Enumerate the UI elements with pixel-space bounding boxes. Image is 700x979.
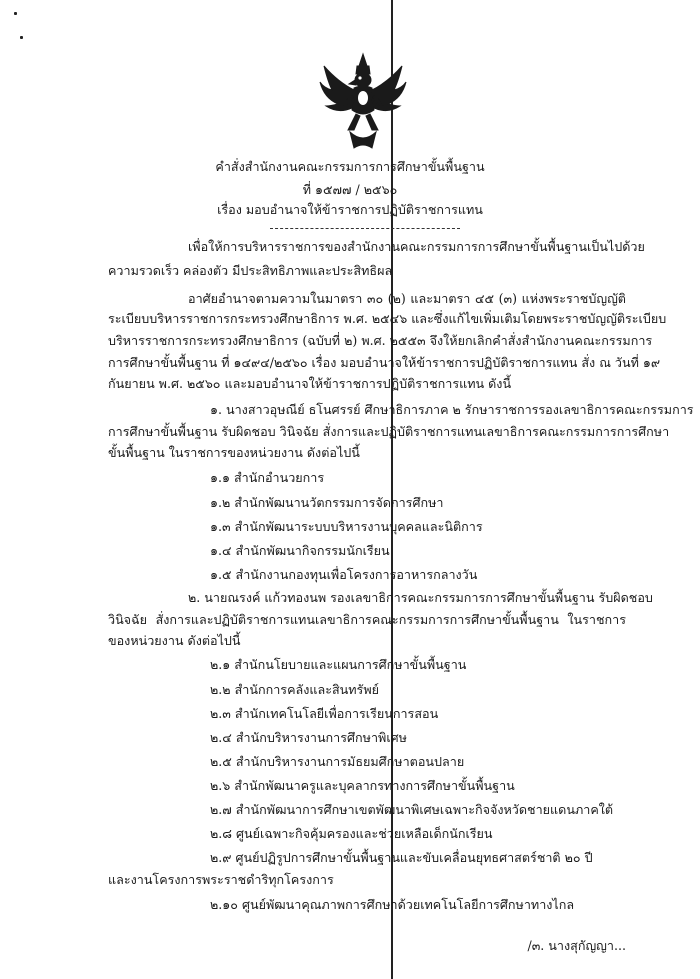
authority-line-3: บริหารราชการกระทรวงศึกษาธิการ (ฉบับที่ ๒) พ.ศ. ๒๕๕๓ จึงให้ยกเลิกคำสั่งสำนักงานคณะกรรมการ	[108, 333, 653, 348]
section-1-line-3: ขั้นพื้นฐาน ในราชการของหน่วยงาน ดังต่อไปนี้	[108, 445, 360, 460]
page-continuation: /๓. นางสุกัญญา...	[527, 938, 626, 953]
section-2-item: ๒.๗ สำนักพัฒนาการศึกษาเขตพัฒนาพิเศษเฉพาะกิจจังหวัดชายแดนภาคใต้	[210, 802, 614, 817]
section-2-item: ๒.๑ สำนักนโยบายและแผนการศึกษาขั้นพื้นฐาน	[210, 657, 467, 672]
section-2-item: ๒.๓ สำนักเทคโนโลยีเพื่อการเรียนการสอน	[210, 706, 439, 721]
section-2-item: ๒.๕ สำนักบริหารงานการมัธยมศึกษาตอนปลาย	[210, 754, 465, 769]
section-2-item-9-continued: และงานโครงการพระราชดำริทุกโครงการ	[108, 872, 334, 887]
section-2-line-3: ของหน่วยงาน ดังต่อไปนี้	[108, 633, 241, 648]
authority-line-5: กันยายน พ.ศ. ๒๕๖๐ และมอบอำนาจให้ข้าราชการปฏิบัติราชการแทน ดังนี้	[108, 376, 512, 391]
intro-line-1: เพื่อให้การบริหารราชการของสำนักงานคณะกรรมการการศึกษาขั้นพื้นฐานเป็นไปด้วย	[188, 239, 645, 254]
section-1-item: ๑.๓ สำนักพัฒนาระบบบริหารงานบุคคลและนิติการ	[210, 519, 483, 534]
order-number: ที่ ๑๕๗๗ / ๒๕๖๐	[302, 182, 398, 197]
section-2-item: ๒.๘ ศูนย์เฉพาะกิจคุ้มครองและช่วยเหลือเด็กนักเรียน	[210, 826, 493, 841]
section-1-item: ๑.๔ สำนักพัฒนากิจกรรมนักเรียน	[210, 543, 390, 558]
section-2-item: ๒.๖ สำนักพัฒนาครูและบุคลากรทางการศึกษาขั้นพื้นฐาน	[210, 778, 515, 793]
authority-line-1: อาศัยอำนาจตามความในมาตรา ๓๐ (๒) และมาตรา ๔๕ (๓) แห่งพระราชบัญญัติ	[188, 291, 626, 306]
section-2-item: ๒.๒ สำนักการคลังและสินทรัพย์	[210, 682, 379, 697]
order-title: คำสั่งสำนักงานคณะกรรมการการศึกษาขั้นพื้นฐาน	[215, 159, 485, 174]
section-1-line-1: ๑. นางสาวอุษณีย์ ธโนศรรย์ ศึกษาธิการภาค ๒ รักษาราชการรองเลขาธิการคณะกรรมการ	[210, 402, 694, 417]
garuda-emblem	[318, 52, 408, 150]
section-1-item: ๑.๕ สำนักงานกองทุนเพื่อโครงการอาหารกลางวัน	[210, 567, 478, 582]
section-1-item: ๑.๒ สำนักพัฒนานวัตกรรมการจัดการศึกษา	[210, 495, 444, 510]
section-1-line-2: การศึกษาขั้นพื้นฐาน รับผิดชอบ วินิจฉัย สั่งการและปฏิบัติราชการแทนเลขาธิการคณะกรรมการการศึกษา	[108, 424, 670, 439]
section-2-item: ๒.๙ ศูนย์ปฏิรูปการศึกษาขั้นพื้นฐานและขับเคลื่อนยุทธศาสตร์ชาติ ๒๐ ปี	[210, 850, 593, 865]
section-1-item: ๑.๑ สำนักอำนวยการ	[210, 470, 325, 485]
separator-line	[270, 228, 460, 229]
section-2-item: ๒.๑๐ ศูนย์พัฒนาคุณภาพการศึกษาด้วยเทคโนโลยีการศึกษาทางไกล	[210, 897, 575, 912]
section-2-line-1: ๒. นายณรงค์ แก้วทองนพ รองเลขาธิการคณะกรรมการการศึกษาขั้นพื้นฐาน รับผิดชอบ	[188, 590, 653, 605]
order-subject: เรื่อง มอบอำนาจให้ข้าราชการปฏิบัติราชการแทน	[217, 202, 483, 217]
authority-line-4: การศึกษาขั้นพื้นฐาน ที่ ๑๔๙๔/๒๕๖๐ เรื่อง มอบอำนาจให้ข้าราชการปฏิบัติราชการแทน สั่ง ณ วันที่ ๑๙	[108, 355, 661, 370]
section-2-line-2: วินิจฉัย สั่งการและปฏิบัติราชการแทนเลขาธิการคณะกรรมการการศึกษาขั้นพื้นฐาน ในราชการ	[108, 612, 626, 627]
scan-speck	[20, 36, 23, 39]
scan-speck	[14, 12, 17, 15]
section-2-item: ๒.๔ สำนักบริหารงานการศึกษาพิเศษ	[210, 730, 407, 745]
authority-line-2: ระเบียบบริหารราชการกระทรวงศึกษาธิการ พ.ศ. ๒๕๔๖ และซึ่งแก้ไขเพิ่มเติมโดยพระราชบัญญัติระเบียบ	[108, 311, 667, 326]
intro-line-2: ความรวดเร็ว คล่องตัว มีประสิทธิภาพและประสิทธิผล	[108, 263, 393, 278]
